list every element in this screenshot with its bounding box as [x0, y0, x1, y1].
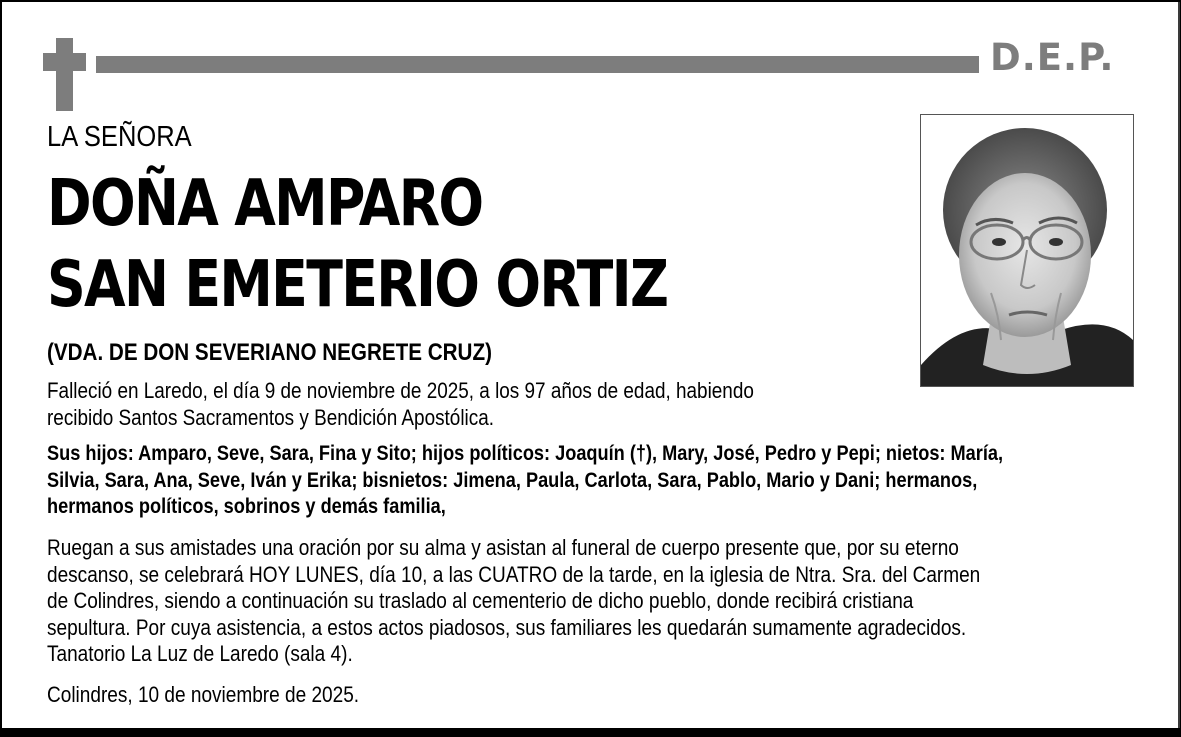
family-line: Silvia, Sara, Ana, Seve, Iván y Erika; bisnietos: Jimena, Paula, Carlota, Sara, Pablo, Mario y Dani; hermanos,: [47, 467, 978, 492]
portrait-image: [921, 115, 1133, 386]
funeral-line: Tanatorio La Luz de Laredo (sala 4).: [47, 641, 353, 666]
deceased-photo: [920, 114, 1134, 387]
funeral-line: descanso, se celebrará HOY LUNES, día 10, a las CUATRO de la tarde, en la iglesia de Ntra. Sra. del Carmen: [47, 561, 981, 587]
family-line: hermanos políticos, sobrinos y demás familia,: [47, 494, 446, 518]
death-notice-paragraph: [47, 378, 754, 431]
place-date-line: Colindres, 10 de noviembre de 2025.: [47, 682, 360, 707]
funeral-line: Ruegan a sus amistades una oración por su alma y asistan al funeral de cuerpo presente que, por su eterno: [47, 535, 959, 560]
header-rule: [96, 56, 979, 73]
cross-icon-horizontal-bar: [43, 53, 86, 71]
deceased-name-line-2: SAN EMETERIO ORTIZ: [47, 248, 668, 322]
death-notice-line: recibido Santos Sacramentos y Bendición Apostólica.: [47, 404, 494, 430]
dep-label: D.E.P.: [990, 36, 1115, 79]
obituary-notice: [2, 2, 1180, 728]
deceased-name-line-1: DOÑA AMPARO: [47, 167, 483, 241]
family-paragraph: [47, 440, 1003, 520]
funeral-line: de Colindres, siendo a continuación su traslado al cementerio de dicho pueblo, donde recibirá cristiana: [47, 588, 914, 613]
cross-icon-vertical-bar: [56, 38, 73, 111]
funeral-line: sepultura. Por cuya asistencia, a estos actos piadosos, sus familiares les quedarán sumamente agradecidos.: [47, 614, 967, 640]
funeral-paragraph: [47, 535, 980, 668]
death-notice-line: Falleció en Laredo, el día 9 de noviembre de 2025, a los 97 años de edad, habiendo: [47, 378, 754, 403]
family-line: Sus hijos: Amparo, Seve, Sara, Fina y Sito; hijos políticos: Joaquín (†), Mary, José, Pedro y Pepi; nietos: María,: [47, 441, 1004, 465]
honorific-title: LA SEÑORA: [47, 121, 192, 153]
widow-of-line: (VDA. DE DON SEVERIANO NEGRETE CRUZ): [47, 339, 492, 366]
